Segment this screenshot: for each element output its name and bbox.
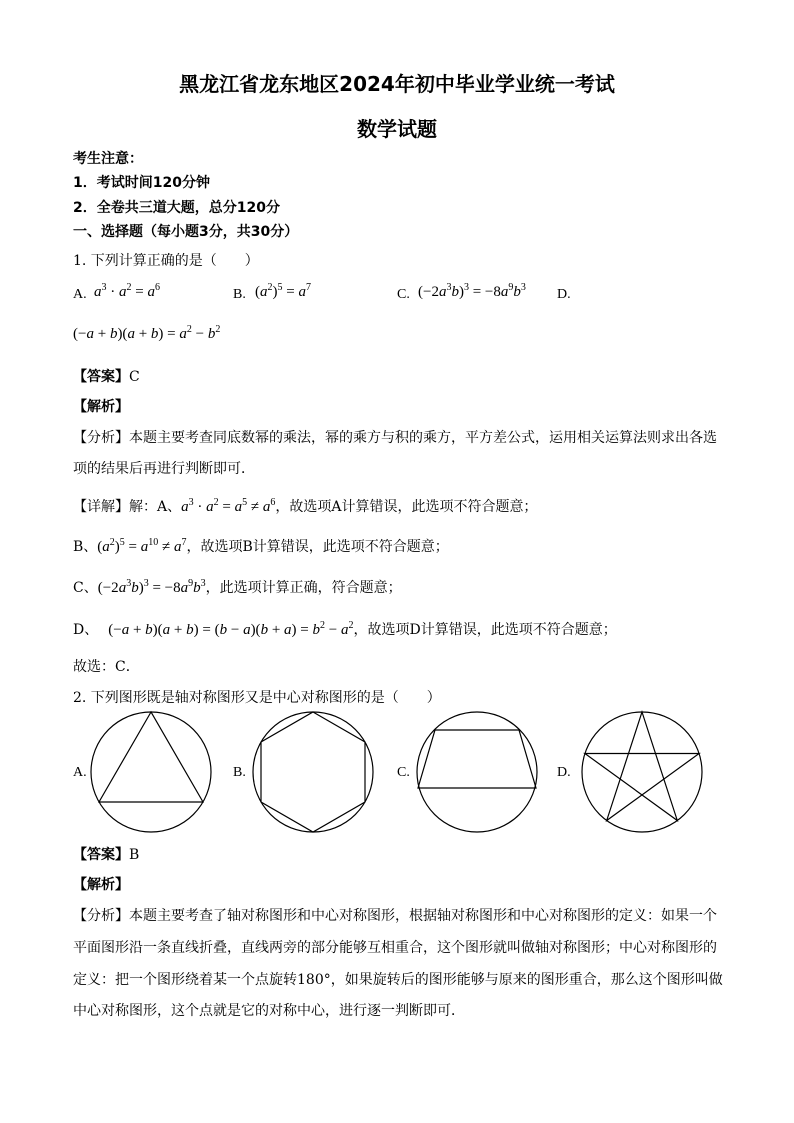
q2-fenxi-line2: 平面图形沿一条直线折叠，直线两旁的部分能够互相重合，这个图形就叫做轴对称图形；中心对称图形的 — [73, 940, 717, 956]
q2-stem: 2. 下列图形既是轴对称图形又是中心对称图形的是（ ） — [73, 690, 441, 706]
q1-option-c-label: C. — [397, 287, 410, 302]
q2-answer: 【答案】B — [73, 847, 140, 863]
q1-option-d-expr: $(-a + b)(a + b) = a^2 - b^2$ — [73, 324, 221, 342]
q2-option-d-label: D. — [557, 765, 571, 780]
q1-option-b-expr: $(a^2)^5 = a^7$ — [255, 282, 311, 300]
q1-option-d-label: D. — [557, 287, 571, 302]
triangle-in-circle-figure — [89, 710, 213, 834]
q1-option-b-label: B. — [233, 287, 246, 302]
page-title: 黑龙江省龙东地区2024年初中毕业学业统一考试 — [179, 72, 615, 96]
q1-fenxi-line1: 【分析】本题主要考查同底数幂的乘法，幂的乘方与积的乘方，平方差公式，运用相关运算法则求出各选 — [73, 430, 717, 446]
q1-answer: 【答案】C — [73, 369, 140, 385]
section-heading: 一、选择题（每小题3分，共30分） — [73, 224, 299, 240]
page-subtitle: 数学试题 — [357, 117, 437, 141]
q2-option-a-label: A. — [73, 765, 87, 780]
trapezoid-in-circle-figure — [415, 710, 539, 834]
q1-stem: 1. 下列计算正确的是（ ） — [73, 253, 259, 269]
q1-detail-b: B、$(a^2)^5 = a^{10} \ne a^7$，故选项B计算错误，此选项不符合题意； — [73, 537, 449, 555]
q1-option-c-expr: $(-2a^3b)^3 = -8a^9b^3$ — [418, 282, 526, 300]
pentagram-in-circle-figure — [580, 710, 704, 834]
q2-option-b-label: B. — [233, 765, 246, 780]
q2-fenxi-line4: 中心对称图形，这个点就是它的对称中心，进行逐一判断即可． — [73, 1003, 465, 1019]
q2-fenxi-line1: 【分析】本题主要考查了轴对称图形和中心对称图形，根据轴对称图形和中心对称图形的定义：如果一个 — [73, 908, 717, 924]
q2-option-c-label: C. — [397, 765, 410, 780]
q2-fenxi-line3: 定义：把一个图形绕着某一个点旋转180°，如果旋转后的图形能够与原来的图形重合，那么这个图形叫做 — [73, 972, 723, 988]
notice-heading: 考生注意： — [73, 151, 143, 167]
q1-conclusion: 故选：C． — [73, 659, 140, 675]
notice-item-2: 2．全卷共三道大题，总分120分 — [73, 200, 280, 216]
q1-detail-c: C、$(-2a^3b)^3 = -8a^9b^3$，此选项计算正确，符合题意； — [73, 578, 402, 596]
q1-detail-d: D、 $(-a + b)(a + b) = (b - a)(b + a) = b^2 - a^2$，故选项D计算错误，此选项不符合题意； — [73, 620, 617, 638]
hexagon-in-circle-figure — [251, 710, 375, 834]
q2-analysis-tag: 【解析】 — [73, 877, 129, 893]
notice-item-1: 1．考试时间120分钟 — [73, 175, 210, 191]
q1-option-a-expr: $a^3 \cdot a^2 = a^6$ — [94, 282, 160, 300]
q1-analysis-tag: 【解析】 — [73, 399, 129, 415]
q1-option-a-label: A. — [73, 287, 87, 302]
q1-detail-a: 【详解】解：A、$a^3 \cdot a^2 = a^5 \ne a^6$，故选项A计算错误，此选项不符合题意； — [73, 497, 538, 515]
q1-fenxi-line2: 项的结果后再进行判断即可． — [73, 461, 255, 477]
